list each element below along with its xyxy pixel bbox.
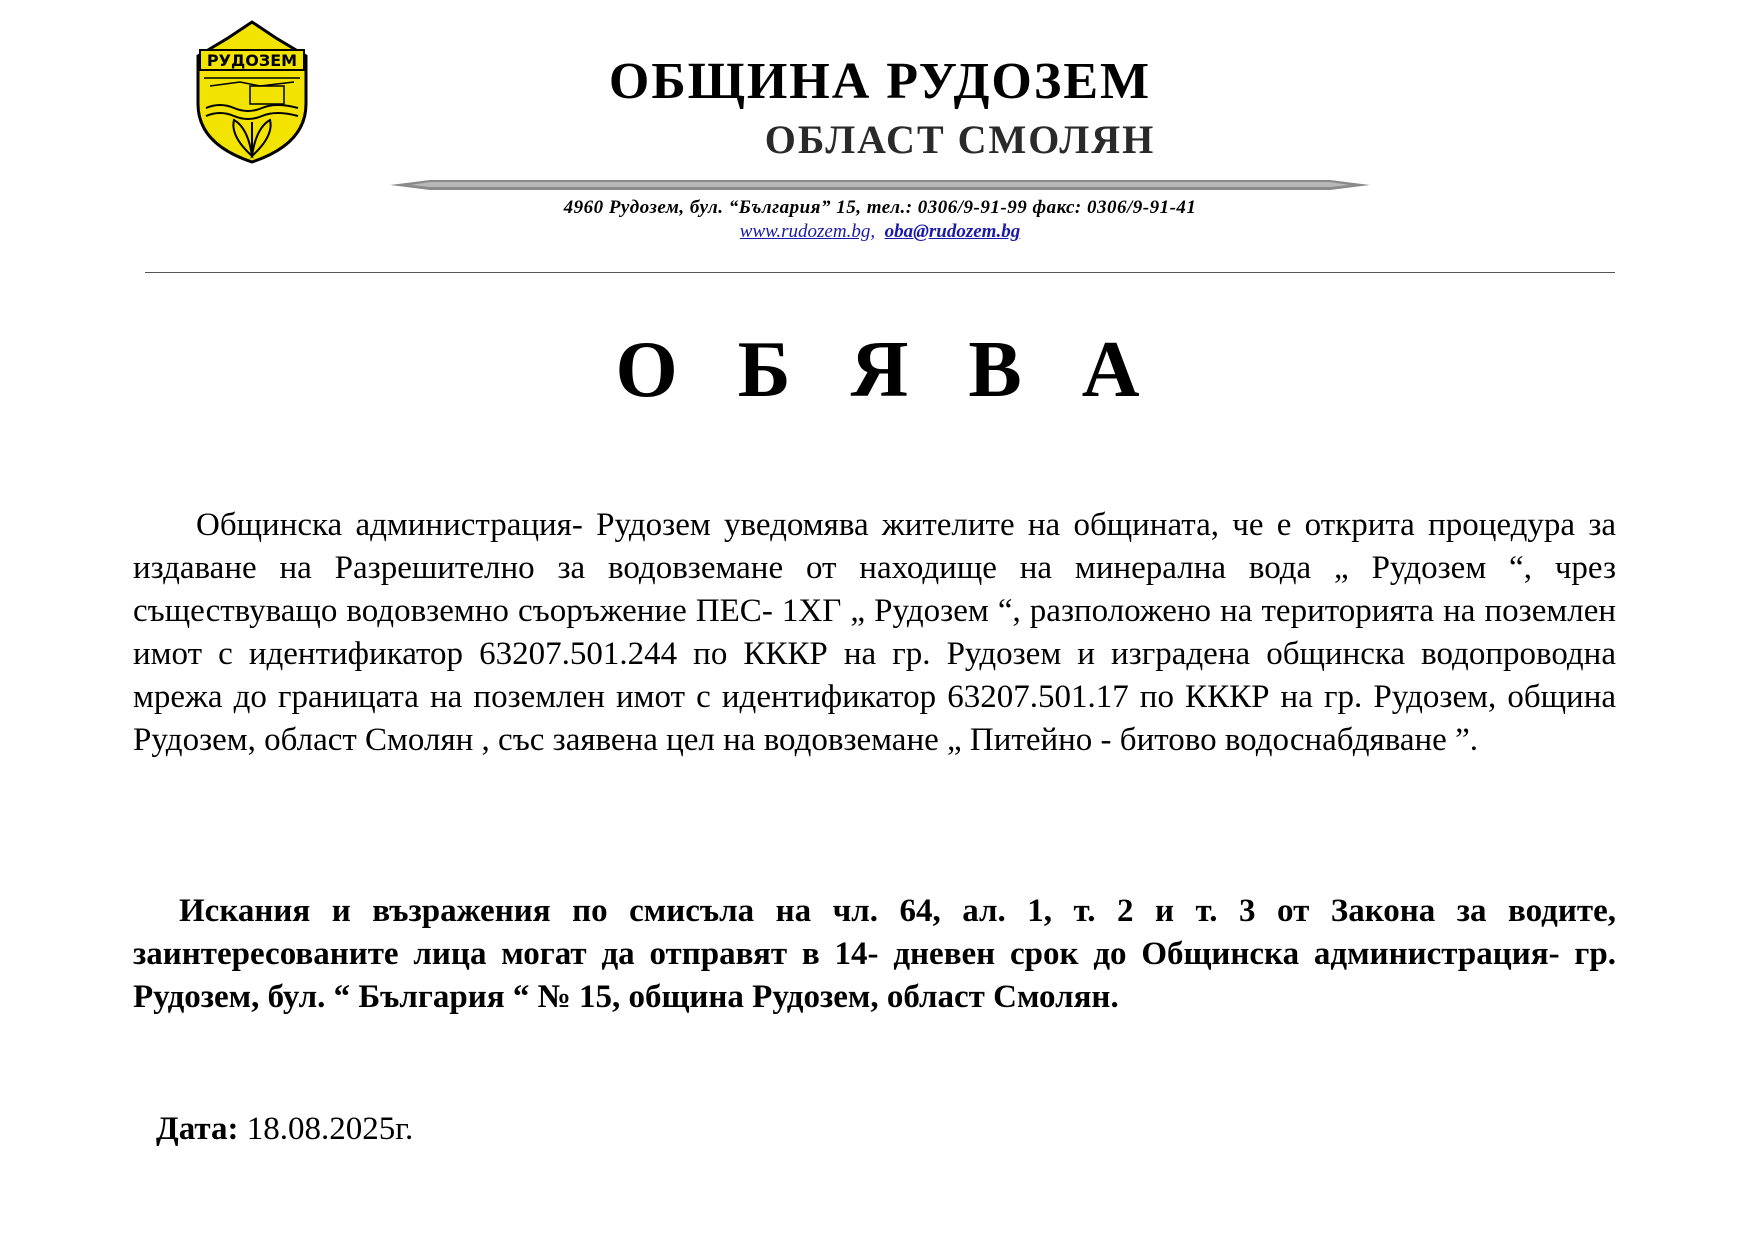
municipality-title: ОБЩИНА РУДОЗЕМ xyxy=(608,53,1152,110)
notice-heading: О Б Я В А xyxy=(615,326,1160,414)
header-ornament-line xyxy=(390,178,1370,192)
notice-date xyxy=(156,1108,413,1151)
contact-address: 4960 Рудозем, бул. “България” 15, тел.: 0306/9-91-99 факс: 0306/9-91-41 xyxy=(563,197,1197,218)
header-divider xyxy=(145,272,1615,273)
region-subtitle: ОБЛАСТ СМОЛЯН xyxy=(764,117,1156,162)
date-label: Дата: xyxy=(156,1111,239,1147)
notice-paragraph: Общинска администрация- Рудозем уведомява жителите на общината, че е открита процедура за издаване на Разрешително за водовземане от находище на минерална вода „ Рудозем “, чрез съществуващо водовземно съоръжение ПЕС- 1ХГ „ Рудозем “, разположено на територията на поземлен имот с идентификатор 63207.501.244 по КККР на гр. Рудозем и изградена общинска водопроводна мрежа до границата на поземлен имот с идентификатор 63207.501.17 по КККР на гр. Рудозем, община Рудозем, област Смолян , със заявена цел на водовземане „ Питейно - битово водоснабдяване ”. xyxy=(133,507,1616,758)
objections-paragraph: Искания и възражения по смисъла на чл. 64, ал. 1, т. 2 и т. 3 от Закона за водите, заинтересованите лица могат да отправят в 14- дневен срок до Общинска администрация- гр. Рудозем, бул. “ България “ № 15, община Рудозем, област Смолян. xyxy=(133,893,1616,1015)
email-link[interactable]: oba@rudozem.bg xyxy=(884,221,1021,242)
municipality-coat-of-arms-logo xyxy=(190,16,314,166)
contact-links xyxy=(380,220,1380,244)
logo-text: РУДОЗЕМ xyxy=(206,51,298,70)
date-value: 18.08.2025г. xyxy=(238,1111,414,1147)
website-link[interactable]: www.rudozem.bg, xyxy=(739,221,876,242)
